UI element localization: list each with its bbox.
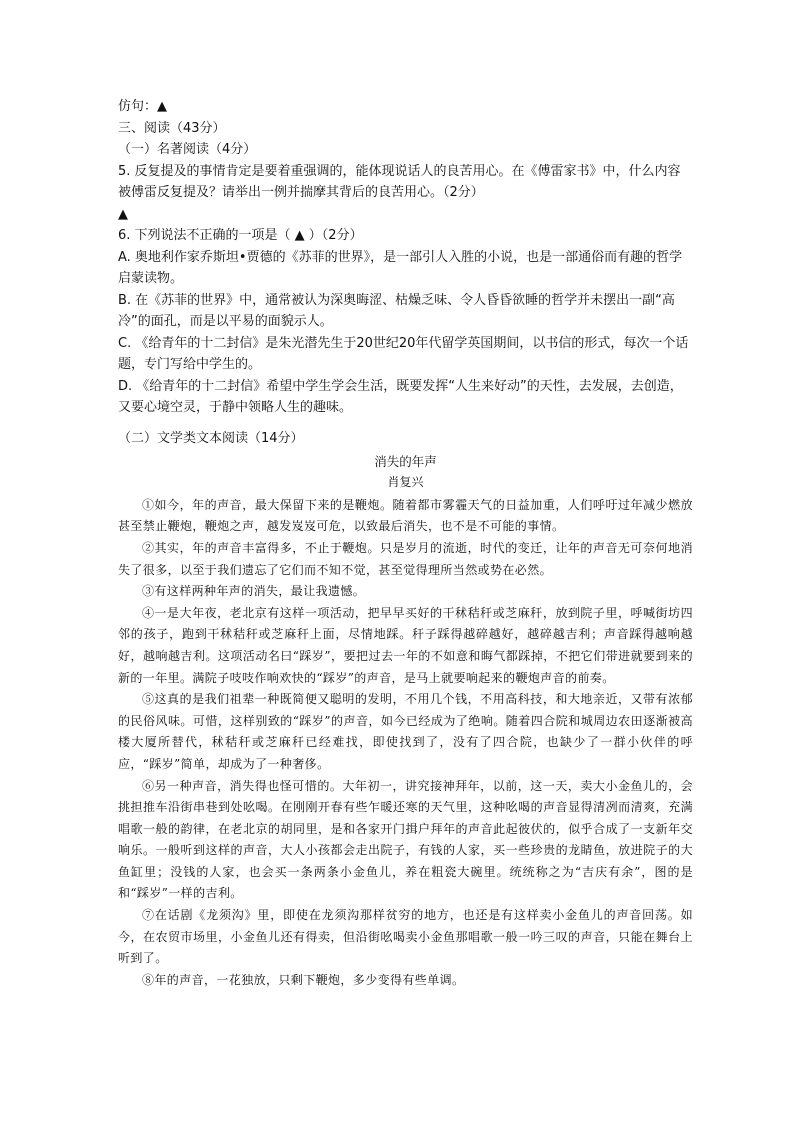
paragraph-5: ⑤这真的是我们祖辈一种既简便又聪明的发明，不用几个钱，不用高科技，和大地亲近，又带有浓郁的民俗风味。可惜，这样别致的“踩岁”的声音，如今已经成为了绝响。随着四合院和城周边农田逐渐被高楼大厦所替代，秫秸秆或芝麻秆已经难找，即使找到了，没有了四合院，也缺少了一群小伙伴的呼应，“踩岁”简单，却成为了一种奢侈。 [118,692,693,771]
question-5-answer-mark: ▲ [118,206,128,222]
literary-reading-heading: （二）文学类文本阅读（14分） [118,431,304,446]
question-5: 5. 反复提及的事情肯定是要着重强调的，能体现说话人的良苦用心。在《傅雷家书》中，什么内容被傅雷反复提及？请举出一例并揣摩其背后的良苦用心。（2分） [118,163,681,200]
paragraph-6: ⑥另一种声音，消失得也怪可惜的。大年初一，讲究接神拜年，以前，这一天，卖大小金鱼儿的，会挑担推车沿街串巷到处吆喝。在刚刚开春有些乍暖还寒的天气里，这种吆喝的声音显得清冽而清爽，充满唱歌一般的韵律，在老北京的胡同里，是和各家开门揖户拜年的声音此起彼伏的，似乎合成了一支新年交响乐。一般听到这样的声音，大人小孩都会走出院子，有钱的人家，买一些珍贵的龙睛鱼，放进院子的大鱼缸里；没钱的人家，也会买一条两条小金鱼儿，养在粗瓷大碗里。统统称之为“吉庆有余”，图的是和“踩岁”一样的吉利。 [118,778,693,901]
imitate-answer-line: 仿句：▲ [118,99,167,114]
paragraph-7: ⑦在话剧《龙须沟》里，即使在龙须沟那样贫穷的地方，也还是有这样卖小金鱼儿的声音回荡。如今，在农贸市场里，小金鱼儿还有得卖，但沿街吆喝卖小金鱼那唱歌一般一吟三叹的声音，只能在舞台上听到了。 [118,908,693,966]
q6-option-d: D. 《给青年的十二封信》希望中学生学会生活，既要发挥“人生来好动”的天性，去发展，去创造，又要心境空灵，于静中领略人生的趣味。 [118,378,683,415]
q6-option-c: C. 《给青年的十二封信》是朱光潜先生于20世纪20年代留学英国期间，以书信的形式，每次一个话题，专门写给中学生的。 [118,335,689,372]
classic-reading-heading: （一）名著阅读（4分） [118,142,257,157]
literary-reading-section [118,428,693,991]
q6-option-b: B. 在《苏菲的世界》中，通常被认为深奥晦涩、枯燥乏味、令人昏昏欲睡的哲学并未摆出一副“高冷”的面孔，而是以平易的面貌示人。 [118,292,675,329]
paragraph-8: ⑧年的声音，一花独放，只剩下鞭炮，多少变得有些单调。 [142,972,465,987]
paragraph-4: ④一是大年夜，老北京有这样一项活动，把早早买好的干秫秸秆或芝麻秆，放到院子里，呼喊街坊四邻的孩子，跑到干秫秸秆或芝麻秆上面，尽情地踩。秆子踩得越碎越好，越碎越吉利；声音踩得越响越好，越响越吉利。这项活动名曰“踩岁”，要把过去一年的不如意和晦气都踩掉，不把它们带进就要到来的新的一年里。满院子吱吱作响欢快的“踩岁”的声音，是马上就要响起来的鞭炮声音的前奏。 [118,605,693,685]
part3-heading: 三、阅读（43分） [118,120,226,136]
paragraph-2: ②其实，年的声音丰富得多，不止于鞭炮。只是岁月的流逝，时代的变迁，让年的声音无可奈何地消失了很多，以至于我们遗忘了它们而不知不觉，甚至觉得理所当然或势在必然。 [118,540,693,577]
q6-option-a: A. 奥地利作家乔斯坦•贾德的《苏菲的世界》，是一部引人入胜的小说，也是一部通俗而有趣的哲学启蒙读物。 [118,249,683,286]
article-title: 消失的年声 [374,453,437,469]
reading-section [118,96,690,419]
paragraph-3: ③有这样两种年声的消失，最让我遗憾。 [142,584,366,599]
question-6: 6. 下列说法不正确的一项是（ ▲ ）（2分） [118,228,363,243]
article-author: 肖复兴 [387,475,424,490]
paragraph-1: ①如今，年的声音，最大保留下来的是鞭炮。随着都市雾霾天气的日益加重，人们呼吁过年减少燃放甚至禁止鞭炮，鞭炮之声，越发岌岌可危，以致最后消失，也不是不可能的事情。 [118,497,693,534]
